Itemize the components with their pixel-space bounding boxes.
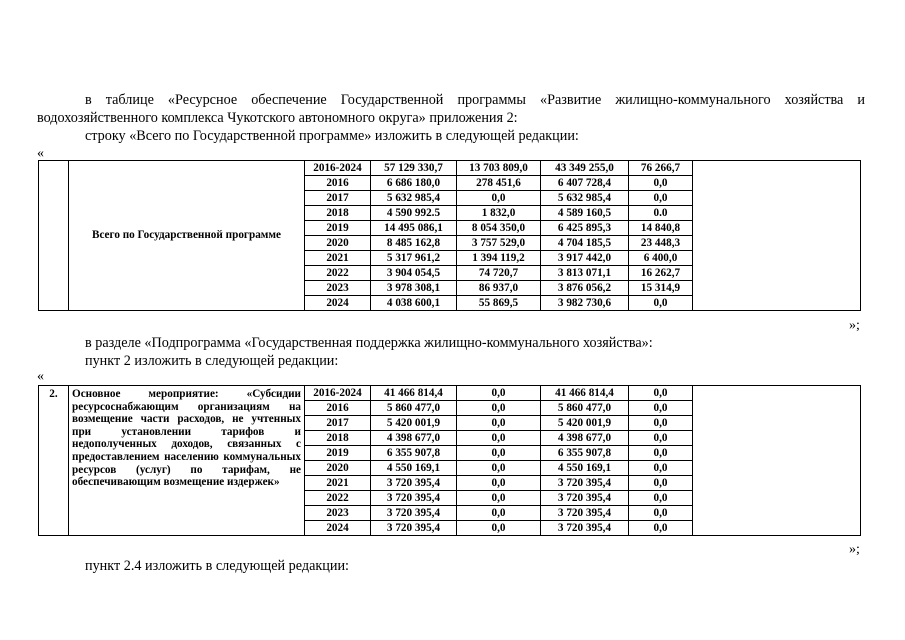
year-cell: 2022: [305, 491, 371, 506]
intro-line-1: в таблице «Ресурсное обеспечение Государственной программы «Развитие жилищно-коммунального хозяйства и: [85, 92, 865, 108]
amount-cell: 5 420 001,9: [541, 416, 629, 431]
amount-cell: 4 550 169,1: [541, 461, 629, 476]
amount-cell: 0,0: [457, 476, 541, 491]
amount-cell: 3 720 395,4: [371, 491, 457, 506]
amount-cell: 5 632 985,4: [541, 191, 629, 206]
row-number-cell: [39, 161, 69, 311]
amount-cell: 0,0: [457, 461, 541, 476]
amount-cell: 0,0: [457, 521, 541, 536]
amount-cell: 5 632 985,4: [371, 191, 457, 206]
year-cell: 2016-2024: [305, 386, 371, 401]
amount-cell: 23 448,3: [629, 236, 693, 251]
amount-cell: 0,0: [457, 431, 541, 446]
table-row: [39, 386, 861, 401]
amount-cell: 0,0: [457, 491, 541, 506]
row-number-cell: 2.: [39, 386, 69, 536]
amount-cell: 4 550 169,1: [371, 461, 457, 476]
empty-cell: [693, 386, 861, 536]
amount-cell: 4 398 677,0: [541, 431, 629, 446]
amount-cell: 3 982 730,6: [541, 296, 629, 311]
year-cell: 2023: [305, 506, 371, 521]
year-cell: 2016: [305, 176, 371, 191]
amount-cell: 0,0: [457, 416, 541, 431]
amount-cell: 13 703 809,0: [457, 161, 541, 176]
year-cell: 2016-2024: [305, 161, 371, 176]
amount-cell: 0,0: [629, 446, 693, 461]
amount-cell: 3 876 056,2: [541, 281, 629, 296]
amount-cell: 4 038 600,1: [371, 296, 457, 311]
amount-cell: 6 407 728,4: [541, 176, 629, 191]
year-cell: 2021: [305, 251, 371, 266]
amount-cell: 0,0: [629, 476, 693, 491]
year-cell: 2022: [305, 266, 371, 281]
amount-cell: 76 266,7: [629, 161, 693, 176]
close-quote-2: »;: [849, 542, 860, 557]
amount-cell: 6 686 180,0: [371, 176, 457, 191]
amount-cell: 0,0: [457, 386, 541, 401]
open-quote-1: «: [37, 146, 44, 161]
amount-cell: 4 590 992.5: [371, 206, 457, 221]
amount-cell: 0,0: [457, 446, 541, 461]
mid-line-1: в разделе «Подпрограмма «Государственная поддержка жилищно-коммунального хозяйства»:: [85, 335, 653, 351]
empty-cell: [693, 161, 861, 311]
amount-cell: 15 314,9: [629, 281, 693, 296]
amount-cell: 0,0: [629, 521, 693, 536]
amount-cell: 0,0: [629, 296, 693, 311]
year-cell: 2020: [305, 236, 371, 251]
mid-line-2: пункт 2 изложить в следующей редакции:: [85, 353, 339, 369]
amount-cell: 4 704 185,5: [541, 236, 629, 251]
amount-cell: 0,0: [629, 191, 693, 206]
table-subsidies: [38, 385, 861, 536]
row-label-cell: Всего по Государственной программе: [69, 161, 305, 311]
amount-cell: 3 720 395,4: [541, 491, 629, 506]
amount-cell: 14 495 086,1: [371, 221, 457, 236]
amount-cell: 41 466 814,4: [371, 386, 457, 401]
year-cell: 2019: [305, 221, 371, 236]
amount-cell: 1 394 119,2: [457, 251, 541, 266]
amount-cell: 0,0: [629, 491, 693, 506]
year-cell: 2024: [305, 296, 371, 311]
year-cell: 2019: [305, 446, 371, 461]
year-cell: 2016: [305, 401, 371, 416]
year-cell: 2017: [305, 191, 371, 206]
close-quote-1: »;: [849, 318, 860, 333]
year-cell: 2023: [305, 281, 371, 296]
year-cell: 2020: [305, 461, 371, 476]
amount-cell: 0,0: [629, 461, 693, 476]
amount-cell: 86 937,0: [457, 281, 541, 296]
open-quote-2: «: [37, 369, 44, 384]
amount-cell: 3 978 308,1: [371, 281, 457, 296]
amount-cell: 6 355 907,8: [371, 446, 457, 461]
amount-cell: 0,0: [457, 401, 541, 416]
amount-cell: 5 317 961,2: [371, 251, 457, 266]
amount-cell: 16 262,7: [629, 266, 693, 281]
amount-cell: 0,0: [457, 191, 541, 206]
amount-cell: 4 589 160,5: [541, 206, 629, 221]
amount-cell: 6 400,0: [629, 251, 693, 266]
amount-cell: 3 720 395,4: [371, 521, 457, 536]
amount-cell: 3 720 395,4: [541, 521, 629, 536]
amount-cell: 0,0: [629, 401, 693, 416]
amount-cell: 6 355 907,8: [541, 446, 629, 461]
amount-cell: 0,0: [629, 386, 693, 401]
amount-cell: 0,0: [629, 506, 693, 521]
amount-cell: 0,0: [629, 431, 693, 446]
amount-cell: 57 129 330,7: [371, 161, 457, 176]
year-cell: 2017: [305, 416, 371, 431]
amount-cell: 3 917 442,0: [541, 251, 629, 266]
amount-cell: 5 860 477,0: [541, 401, 629, 416]
intro-line-2: водохозяйственного комплекса Чукотского автономного округа» приложения 2:: [37, 110, 518, 126]
amount-cell: 14 840,8: [629, 221, 693, 236]
amount-cell: 3 757 529,0: [457, 236, 541, 251]
year-cell: 2018: [305, 206, 371, 221]
amount-cell: 1 832,0: [457, 206, 541, 221]
year-cell: 2024: [305, 521, 371, 536]
amount-cell: 0,0: [629, 176, 693, 191]
amount-cell: 278 451,6: [457, 176, 541, 191]
amount-cell: 41 466 814,4: [541, 386, 629, 401]
table-row: [39, 161, 861, 176]
amount-cell: 4 398 677,0: [371, 431, 457, 446]
year-cell: 2018: [305, 431, 371, 446]
amount-cell: 0,0: [457, 506, 541, 521]
amount-cell: 0.0: [629, 206, 693, 221]
table-total-program: [38, 160, 861, 311]
year-cell: 2021: [305, 476, 371, 491]
amount-cell: 8 485 162,8: [371, 236, 457, 251]
amount-cell: 8 054 350,0: [457, 221, 541, 236]
amount-cell: 74 720,7: [457, 266, 541, 281]
amount-cell: 3 720 395,4: [541, 476, 629, 491]
amount-cell: 3 720 395,4: [541, 506, 629, 521]
amount-cell: 5 420 001,9: [371, 416, 457, 431]
amount-cell: 3 904 054,5: [371, 266, 457, 281]
amount-cell: 6 425 895,3: [541, 221, 629, 236]
amount-cell: 5 860 477,0: [371, 401, 457, 416]
outro-line: пункт 2.4 изложить в следующей редакции:: [85, 558, 349, 574]
amount-cell: 3 720 395,4: [371, 476, 457, 491]
intro-line-3: строку «Всего по Государственной программе» изложить в следующей редакции:: [85, 128, 579, 144]
amount-cell: 3 720 395,4: [371, 506, 457, 521]
amount-cell: 0,0: [629, 416, 693, 431]
amount-cell: 43 349 255,0: [541, 161, 629, 176]
amount-cell: 3 813 071,1: [541, 266, 629, 281]
row-label-cell: Основное мероприятие: «Субсидии ресурсоснабжающим организациям на возмещение части расходов, не учтенных при установлении тарифов и недополученных доходов, связанных с предоставлением населению коммунальных ресурсов (услуг) по тарифам, не обеспечивающим возмещение издержек»: [69, 386, 305, 536]
amount-cell: 55 869,5: [457, 296, 541, 311]
